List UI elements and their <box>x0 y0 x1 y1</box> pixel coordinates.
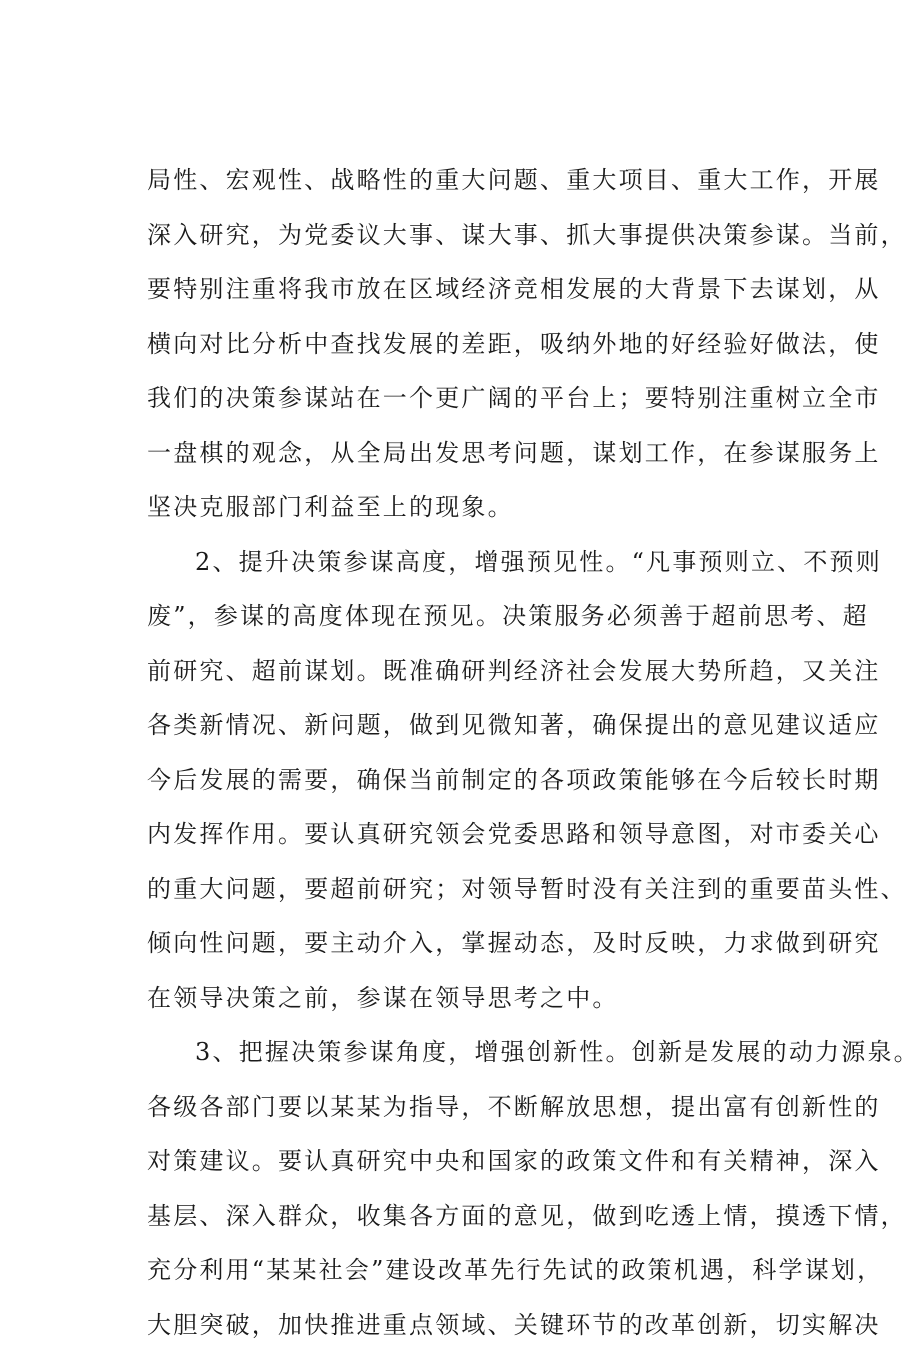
text-line: 要特别注重将我市放在区域经济竞相发展的大背景下去谋划，从 <box>147 262 807 317</box>
text-line: 横向对比分析中查找发展的差距，吸纳外地的好经验好做法，使 <box>147 317 807 372</box>
text-line: 废”，参谋的高度体现在预见。决策服务必须善于超前思考、超 <box>147 589 807 644</box>
text-line: 内发挥作用。要认真研究领会党委思路和领导意图，对市委关心 <box>147 807 807 862</box>
text-line: 一盘棋的观念，从全局出发思考问题，谋划工作，在参谋服务上 <box>147 426 807 481</box>
paragraph-2-first-line: 2、提升决策参谋高度，增强预见性。“凡事预则立、不预则 <box>147 535 807 590</box>
text-line: 充分利用“某某社会”建设改革先行先试的政策机遇，科学谋划， <box>147 1243 807 1298</box>
text-line: 在领导决策之前，参谋在领导思考之中。 <box>147 971 807 1026</box>
text-line: 深入研究，为党委议大事、谋大事、抓大事提供决策参谋。当前， <box>147 208 807 263</box>
text-line: 对策建议。要认真研究中央和国家的政策文件和有关精神，深入 <box>147 1134 807 1189</box>
text-line: 坚决克服部门利益至上的现象。 <box>147 480 807 535</box>
text-line: 前研究、超前谋划。既准确研判经济社会发展大势所趋，又关注 <box>147 644 807 699</box>
text-line: 倾向性问题，要主动介入，掌握动态，及时反映，力求做到研究 <box>147 916 807 971</box>
text-line: 各级各部门要以某某为指导，不断解放思想，提出富有创新性的 <box>147 1080 807 1135</box>
document-body <box>147 153 807 1352</box>
text-line: 局性、宏观性、战略性的重大问题、重大项目、重大工作，开展 <box>147 153 807 208</box>
paragraph-3-first-line: 3、把握决策参谋角度，增强创新性。创新是发展的动力源泉。 <box>147 1025 807 1080</box>
text-line: 基层、深入群众，收集各方面的意见，做到吃透上情，摸透下情， <box>147 1189 807 1244</box>
text-line: 我们的决策参谋站在一个更广阔的平台上；要特别注重树立全市 <box>147 371 807 426</box>
text-line: 今后发展的需要，确保当前制定的各项政策能够在今后较长时期 <box>147 753 807 808</box>
text-line: 各类新情况、新问题，做到见微知著，确保提出的意见建议适应 <box>147 698 807 753</box>
text-line: 的重大问题，要超前研究；对领导暂时没有关注到的重要苗头性、 <box>147 862 807 917</box>
text-line: 大胆突破，加快推进重点领域、关键环节的改革创新，切实解决 <box>147 1298 807 1352</box>
